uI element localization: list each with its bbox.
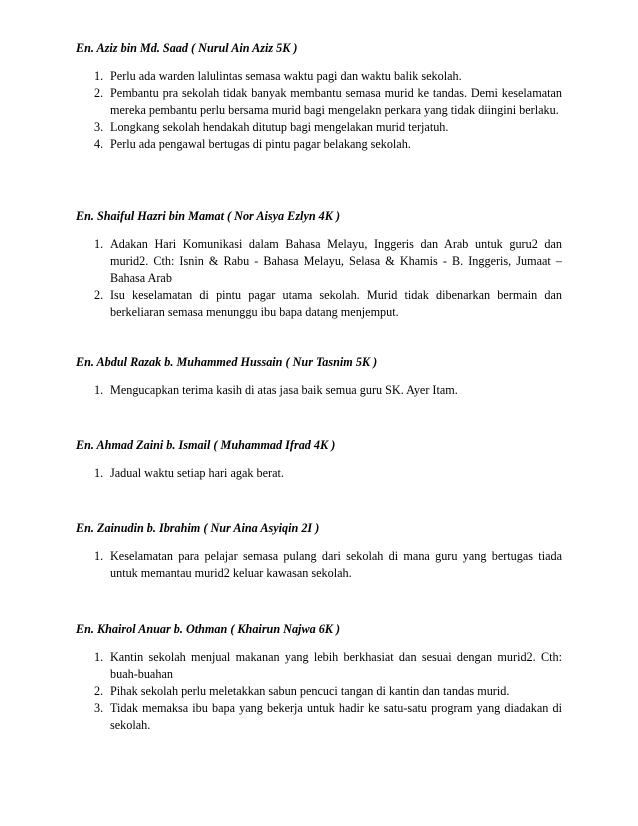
item-text: Adakan Hari Komunikasi dalam Bahasa Melayu, Inggeris dan Arab untuk guru2 dan murid2. Cth: Isnin & Rabu - Bahasa Melayu, Selasa & Khamis - B. Inggeris, Jumaat – Bahasa Arab [110, 237, 562, 285]
item-text: Pembantu pra sekolah tidak banyak membantu semasa murid ke tandas. Demi keselamatan mereka pembantu perlu bersama murid bagi mengelakn perkara yang tidak diingini berlaku. [110, 86, 562, 117]
item-list [76, 649, 562, 734]
item-text: Jadual waktu setiap hari agak berat. [110, 466, 284, 480]
item-number: 1. [94, 383, 104, 397]
item-number: 1. [94, 466, 104, 480]
item-list [76, 68, 562, 153]
item-text: Isu keselamatan di pintu pagar utama sekolah. Murid tidak dibenarkan bermain dan berkeliaran semasa menunggu ibu bapa datang menjemput. [110, 288, 562, 319]
item-text: Tidak memaksa ibu bapa yang bekerja untuk hadir ke satu-satu program yang diadakan di sekolah. [110, 701, 562, 732]
feedback-section [76, 208, 562, 321]
list-item [76, 382, 562, 399]
list-item [76, 465, 562, 482]
item-number: 1. [94, 549, 104, 563]
list-item [76, 287, 562, 321]
item-text: Longkang sekolah hendakah ditutup bagi mengelakan murid terjatuh. [110, 120, 449, 134]
item-number: 1. [94, 237, 104, 251]
feedback-section [76, 437, 562, 482]
item-number: 2. [94, 288, 104, 302]
feedback-section [76, 621, 562, 734]
section-title: En. Khairol Anuar b. Othman ( Khairun Najwa 6K ) [76, 622, 341, 636]
item-number: 3. [94, 701, 104, 715]
item-list [76, 236, 562, 321]
list-item [76, 548, 562, 582]
list-item [76, 85, 562, 119]
item-text: Perlu ada warden lalulintas semasa waktu pagi dan waktu balik sekolah. [110, 69, 462, 83]
item-number: 4. [94, 137, 104, 151]
list-item [76, 700, 562, 734]
list-item [76, 683, 562, 700]
item-number: 2. [94, 86, 104, 100]
item-text: Mengucapkan terima kasih di atas jasa baik semua guru SK. Ayer Itam. [110, 383, 458, 397]
list-item [76, 236, 562, 287]
section-title: En. Ahmad Zaini b. Ismail ( Muhammad Ifrad 4K ) [76, 438, 336, 452]
item-list [76, 548, 562, 582]
section-title: En. Shaiful Hazri bin Mamat ( Nor Aisya Ezlyn 4K ) [76, 209, 341, 223]
list-item [76, 649, 562, 683]
section-title: En. Aziz bin Md. Saad ( Nurul Ain Aziz 5K ) [76, 41, 298, 55]
list-item [76, 119, 562, 136]
item-list [76, 465, 562, 482]
feedback-section [76, 40, 562, 153]
list-item [76, 68, 562, 85]
item-text: Pihak sekolah perlu meletakkan sabun pencuci tangan di kantin dan tandas murid. [110, 684, 510, 698]
item-text: Perlu ada pengawal bertugas di pintu pagar belakang sekolah. [110, 137, 411, 151]
item-list [76, 382, 562, 399]
section-title: En. Abdul Razak b. Muhammed Hussain ( Nur Tasnim 5K ) [76, 355, 378, 369]
item-text: Kantin sekolah menjual makanan yang lebih berkhasiat dan sesuai dengan murid2. Cth: buah-buahan [110, 650, 562, 681]
item-number: 3. [94, 120, 104, 134]
item-text: Keselamatan para pelajar semasa pulang dari sekolah di mana guru yang bertugas tiada untuk memantau murid2 keluar kawasan sekolah. [110, 549, 562, 580]
feedback-section [76, 354, 562, 399]
item-number: 2. [94, 684, 104, 698]
item-number: 1. [94, 69, 104, 83]
feedback-section [76, 520, 562, 582]
list-item [76, 136, 562, 153]
item-number: 1. [94, 650, 104, 664]
section-title: En. Zainudin b. Ibrahim ( Nur Aina Asyiqin 2I ) [76, 521, 320, 535]
